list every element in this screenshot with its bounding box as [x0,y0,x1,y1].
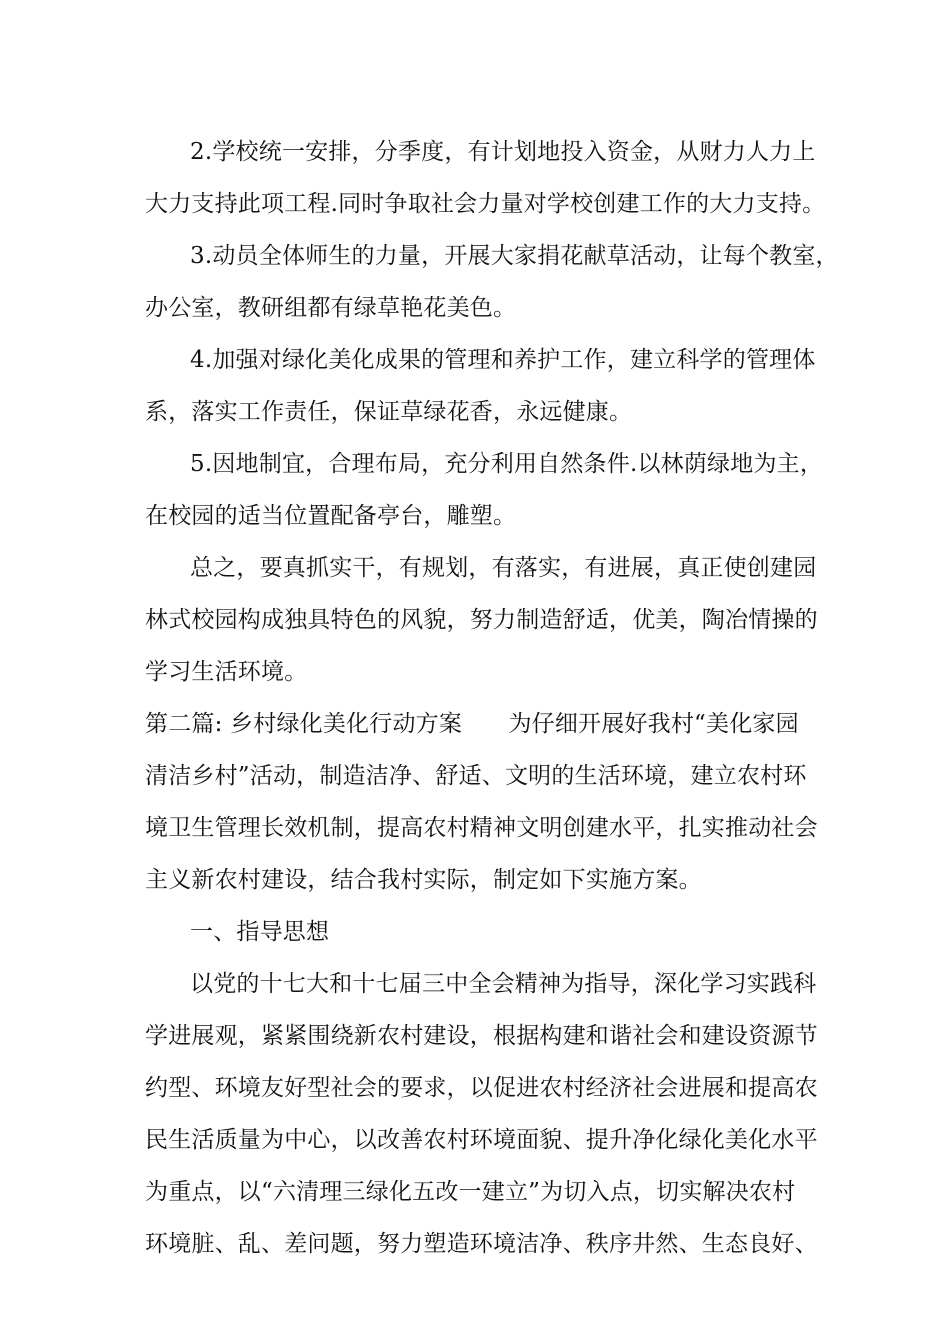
text-line: 环境脏、乱、差问题，努力塑造环境洁净、秩序井然、生态良好、 [145,1231,818,1257]
text-line: 约型、环境友好型社会的要求，以促进农村经济社会进展和提高农 [145,1075,818,1101]
text-line: 在校园的适当位置配备亭台，雕塑。 [145,503,517,529]
text-line: 总之，要真抓实干，有规划，有落实，有进展，真正使创建园 [190,555,817,581]
text-line: 学习生活环境。 [145,659,308,685]
subheading-line: 一、指导思想 [190,919,330,945]
text-line: 2.学校统一安排，分季度，有计划地投入资金，从财力人力上 [190,139,816,165]
text-line: 境卫生管理长效机制，提高农村精神文明创建水平，扎实推动社会 [145,815,818,841]
text-line: 主义新农村建设，结合我村实际，制定如下实施方案。 [145,867,702,893]
text-line: 4.加强对绿化美化成果的管理和养护工作，建立科学的管理体 [190,347,816,373]
text-line: 大力支持此项工程.同时争取社会力量对学校创建工作的大力支持。 [145,191,826,217]
text-line: 为重点，以“六清理三绿化五改一建立”为切入点，切实解决农村 [145,1179,796,1205]
section-heading-line: 第二篇: 乡村绿化美化行动方案 为仔细开展好我村“美化家园 [145,711,799,737]
text-line: 以党的十七大和十七届三中全会精神为指导，深化学习实践科 [190,971,817,997]
text-line: 5.因地制宜，合理布局，充分利用自然条件.以林荫绿地为主， [190,451,824,477]
text-line: 3.动员全体师生的力量，开展大家捐花献草活动，让每个教室， [190,243,839,269]
text-line: 清洁乡村”活动，制造洁净、舒适、文明的生活环境，建立农村环 [145,763,807,789]
text-line: 民生活质量为中心，以改善农村环境面貌、提升净化绿化美化水平 [145,1127,818,1153]
text-line: 系，落实工作责任，保证草绿花香，永远健康。 [145,399,633,425]
text-line: 办公室，教研组都有绿草艳花美色。 [145,295,517,321]
text-line: 林式校园构成独具特色的风貌，努力制造舒适，优美，陶冶情操的 [145,607,818,633]
text-line: 学进展观，紧紧围绕新农村建设，根据构建和谐社会和建设资源节 [145,1023,818,1049]
